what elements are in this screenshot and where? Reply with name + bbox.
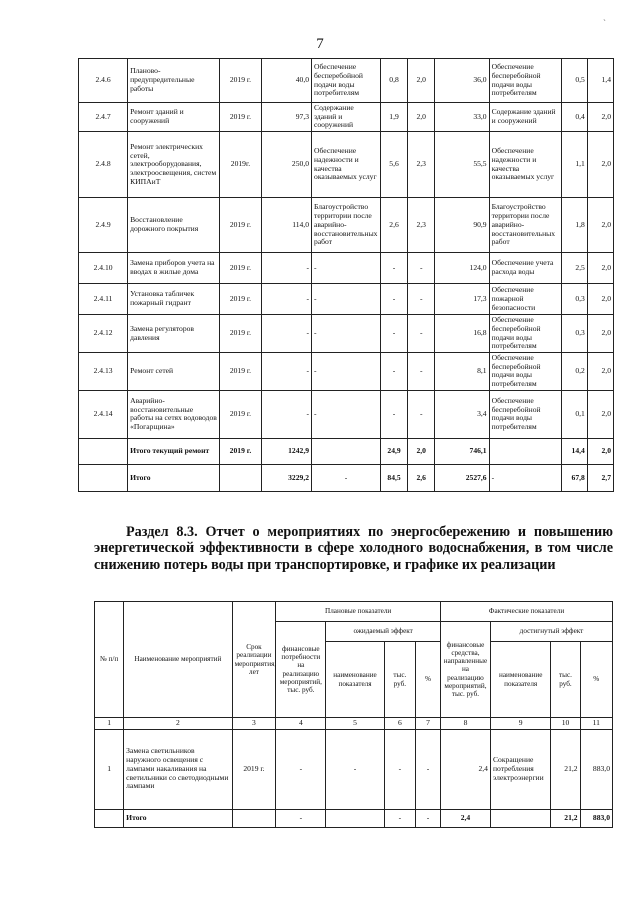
cell-v4: 2,0 [587, 198, 613, 253]
cell-v2: 2,0 [408, 59, 435, 103]
cell-plan-sum: 114,0 [261, 198, 311, 253]
cell-v4: 2,0 [587, 315, 613, 353]
header-fact-fin: финансовые средства, направленные на реализацию мероприятий, тыс. руб. [440, 622, 490, 718]
header-fact: Фактические показатели [440, 602, 612, 622]
cell-name: Ремонт зданий и сооружений [128, 103, 220, 132]
cell-fact-effect: Обеспечение бесперебойной подачи воды потребителям [489, 390, 561, 438]
cell-plan-effect: Обеспечение бесперебойной подачи воды потребителям [312, 59, 381, 103]
header-term: Срок реализации мероприятия, лет [232, 602, 276, 718]
cell-plan-sum: - [261, 253, 311, 284]
cell-v1: 2,6 [380, 198, 407, 253]
header-name: Наименование мероприятий [124, 602, 232, 718]
cell-plan-effect: - [312, 353, 381, 391]
column-number: 8 [440, 718, 490, 730]
cell-num: 2.4.7 [79, 103, 128, 132]
cell-num: 2.4.14 [79, 390, 128, 438]
cell-v3: 0,2 [561, 353, 587, 391]
cell-num: 2.4.12 [79, 315, 128, 353]
cell-v1: - [380, 284, 407, 315]
total-fact-effect: - [489, 464, 561, 491]
cell-year: 2019 г. [220, 353, 262, 391]
total-plan-effect [312, 438, 381, 464]
header-plan: Плановые показатели [276, 602, 441, 622]
cell-name: Замена регуляторов давления [128, 315, 220, 353]
cell-plan-effect: - [312, 284, 381, 315]
page-number: 7 [316, 36, 324, 52]
header-fact-pct: % [580, 642, 612, 718]
cell-v3: 1,8 [561, 198, 587, 253]
cell-fact-effect: Обеспечение бесперебойной подачи воды потребителям [489, 59, 561, 103]
cell-v1: 0,8 [380, 59, 407, 103]
cell-v3: 2,5 [561, 253, 587, 284]
total-v2: 2,6 [408, 464, 435, 491]
cell-plan-sum: - [261, 353, 311, 391]
column-number: 1 [95, 718, 124, 730]
cell-fact-fin: 2,4 [440, 729, 490, 809]
table-row [79, 353, 614, 391]
cell-plan-sum: - [261, 284, 311, 315]
column-number: 11 [580, 718, 612, 730]
total-fact-effect [489, 438, 561, 464]
cell-fact-sum: 90,9 [435, 198, 489, 253]
cell-fact-effect: Обеспечение бесперебойной подачи воды потребителям [489, 353, 561, 391]
cell-v3: 0,3 [561, 284, 587, 315]
column-number: 5 [326, 718, 384, 730]
total-v2: 2,0 [408, 438, 435, 464]
cell-v3: 0,5 [561, 59, 587, 103]
total-plan-sum: 3229,2 [261, 464, 311, 491]
cell-year: 2019 г. [220, 59, 262, 103]
cell-name: Восстановление дорожного покрытия [128, 198, 220, 253]
cell-plan-ths: - [384, 729, 415, 809]
cell-plan-fin: - [276, 729, 326, 809]
cell-plan-sum: 40,0 [261, 59, 311, 103]
cell-fact-effect: Обеспечение бесперебойной подачи воды потребителям [489, 315, 561, 353]
cell-year: 2019 г. [220, 103, 262, 132]
cell-fact-effect: Благоустройство территории после аварийно-восстановительных работ [489, 198, 561, 253]
cell-v4: 2,0 [587, 253, 613, 284]
total-v3: 14,4 [561, 438, 587, 464]
repair-table-body [79, 59, 614, 492]
total-fact-ths: 21,2 [551, 809, 580, 827]
cell-v4: 1,4 [587, 59, 613, 103]
cell-fact-sum: 16,8 [435, 315, 489, 353]
cell-v2: - [408, 353, 435, 391]
table-row [79, 59, 614, 103]
total-plan-ths: - [384, 809, 415, 827]
cell-v2: - [408, 253, 435, 284]
cell-fact-sum: 33,0 [435, 103, 489, 132]
cell-fact-sum: 124,0 [435, 253, 489, 284]
header-plan-ths: тыс. руб. [384, 642, 415, 718]
total-v4: 2,0 [587, 438, 613, 464]
cell-fact-sum: 3,4 [435, 390, 489, 438]
cell-v1: 5,6 [380, 132, 407, 198]
cell-v3: 1,1 [561, 132, 587, 198]
cell-v4: 2,0 [587, 390, 613, 438]
header-expected: ожидаемый эффект [326, 622, 441, 642]
cell-v1: - [380, 315, 407, 353]
cell-term: 2019 г. [232, 729, 276, 809]
total-plan-fin: - [276, 809, 326, 827]
cell-name: Установка табличек пожарный гидрант [128, 284, 220, 315]
cell-name: Замена приборов учета на вводах в жилые дома [128, 253, 220, 284]
table-row [79, 132, 614, 198]
cell-plan-sum: - [261, 315, 311, 353]
cell-v2: - [408, 390, 435, 438]
total-year: 2019 г. [220, 438, 262, 464]
cell-v3: 0,3 [561, 315, 587, 353]
total-fact-sum: 2527,6 [435, 464, 489, 491]
cell-year: 2019г. [220, 132, 262, 198]
table-row [79, 253, 614, 284]
column-numbers-row [95, 718, 613, 730]
total-v1: 84,5 [380, 464, 407, 491]
cell-plan-sum: 97,3 [261, 103, 311, 132]
column-number: 4 [276, 718, 326, 730]
cell-fact-ths: 21,2 [551, 729, 580, 809]
cell-num: 2.4.11 [79, 284, 128, 315]
total-fact-fin: 2,4 [440, 809, 490, 827]
cell-v4: 2,0 [587, 103, 613, 132]
cell-plan-effect: - [312, 253, 381, 284]
cell-plan-effect: Обеспечение надежности и качества оказываемых услуг [312, 132, 381, 198]
cell-fact-sum: 17,3 [435, 284, 489, 315]
cell-v2: - [408, 284, 435, 315]
cell-plan-effect: Благоустройство территории после аварийно-восстановительных работ [312, 198, 381, 253]
cell-plan-pct: - [415, 729, 440, 809]
cell-num: 2.4.13 [79, 353, 128, 391]
total-fact-sum: 746,1 [435, 438, 489, 464]
column-number: 9 [490, 718, 550, 730]
cell-year: 2019 г. [220, 315, 262, 353]
column-number: 10 [551, 718, 580, 730]
cell-plan-sum: - [261, 390, 311, 438]
table-row [79, 284, 614, 315]
table-row [95, 729, 613, 809]
energy-table [94, 601, 613, 828]
total-plan-effect: - [312, 464, 381, 491]
total-plan-pct: - [415, 809, 440, 827]
cell-fact-pct: 883,0 [580, 729, 612, 809]
cell-fact-sum: 55,5 [435, 132, 489, 198]
column-number: 7 [415, 718, 440, 730]
total-year [220, 464, 262, 491]
cell-plan-sum: 250,0 [261, 132, 311, 198]
cell-name: Аварийно-восстановительные работы на сетях водоводов «Погарщина» [128, 390, 220, 438]
section-heading: Раздел 8.3. Отчет о мероприятиях по энергосбережению и повышению энергетической эффективности в сфере холодного водоснабжения, в том числе снижению потерь воды при транспортировке, и графике их реализации [94, 524, 613, 573]
total-row [95, 809, 613, 827]
cell-num: 2.4.6 [79, 59, 128, 103]
cell-num: 2.4.9 [79, 198, 128, 253]
cell-v1: 1,9 [380, 103, 407, 132]
cell-name: Ремонт сетей [128, 353, 220, 391]
cell-fact-effect: Содержание зданий и сооружений [489, 103, 561, 132]
cell-fact-effect: Обеспечение надежности и качества оказываемых услуг [489, 132, 561, 198]
cell-year: 2019 г. [220, 284, 262, 315]
cell-name: Ремонт электрических сетей, электрооборудования, электроосвещения, систем КИПАиТ [128, 132, 220, 198]
cell-v1: - [380, 253, 407, 284]
cell-v1: - [380, 353, 407, 391]
cell-fact-effect: Обеспечение учета расхода воды [489, 253, 561, 284]
header-fact-ths: тыс. руб. [551, 642, 580, 718]
cell-num: 1 [95, 729, 124, 809]
total-name: Итого [128, 464, 220, 491]
cell-num: 2.4.10 [79, 253, 128, 284]
total-fact-pct: 883,0 [580, 809, 612, 827]
header-achieved: достигнутый эффект [490, 622, 612, 642]
column-number: 3 [232, 718, 276, 730]
cell-fact-indicator: Сокращение потребления электроэнергии [490, 729, 550, 809]
cell-fact-sum: 8,1 [435, 353, 489, 391]
total-v3: 67,8 [561, 464, 587, 491]
header-num: № п/п [95, 602, 124, 718]
total-row [79, 464, 614, 491]
cell-fact-sum: 36,0 [435, 59, 489, 103]
header-plan-indicator: наименование показателя [326, 642, 384, 718]
margin-mark: ` [603, 18, 606, 28]
total-v4: 2,7 [587, 464, 613, 491]
cell-plan-indicator: - [326, 729, 384, 809]
table-row [79, 198, 614, 253]
total-plan-sum: 1242,9 [261, 438, 311, 464]
cell-fact-effect: Обеспечение пожарной безопасности [489, 284, 561, 315]
total-label: Итого [124, 809, 232, 827]
repair-table [78, 58, 614, 492]
cell-year: 2019 г. [220, 198, 262, 253]
cell-v2: 2,3 [408, 198, 435, 253]
table-row [79, 315, 614, 353]
cell-v2: 2,3 [408, 132, 435, 198]
cell-v3: 0,4 [561, 103, 587, 132]
cell-num: 2.4.8 [79, 132, 128, 198]
cell-v2: 2,0 [408, 103, 435, 132]
header-plan-fin: финансовые потребности на реализацию мероприятий, тыс. руб. [276, 622, 326, 718]
cell-plan-effect: - [312, 390, 381, 438]
table-row [79, 390, 614, 438]
cell-v4: 2,0 [587, 353, 613, 391]
cell-v4: 2,0 [587, 284, 613, 315]
cell-name: Планово-предупредительные работы [128, 59, 220, 103]
cell-name: Замена светильников наружного освещения с лампами накаливания на светильники со светодиодными лампами [124, 729, 232, 809]
cell-v2: - [408, 315, 435, 353]
cell-year: 2019 г. [220, 390, 262, 438]
total-name: Итого текущий ремонт [128, 438, 220, 464]
column-number: 6 [384, 718, 415, 730]
column-number: 2 [124, 718, 232, 730]
total-v1: 24,9 [380, 438, 407, 464]
cell-year: 2019 г. [220, 253, 262, 284]
cell-plan-effect: - [312, 315, 381, 353]
header-plan-pct: % [415, 642, 440, 718]
total-row [79, 438, 614, 464]
cell-plan-effect: Содержание зданий и сооружений [312, 103, 381, 132]
cell-v3: 0,1 [561, 390, 587, 438]
cell-v4: 2,0 [587, 132, 613, 198]
header-fact-indicator: наименование показателя [490, 642, 550, 718]
cell-v1: - [380, 390, 407, 438]
table-row [79, 103, 614, 132]
